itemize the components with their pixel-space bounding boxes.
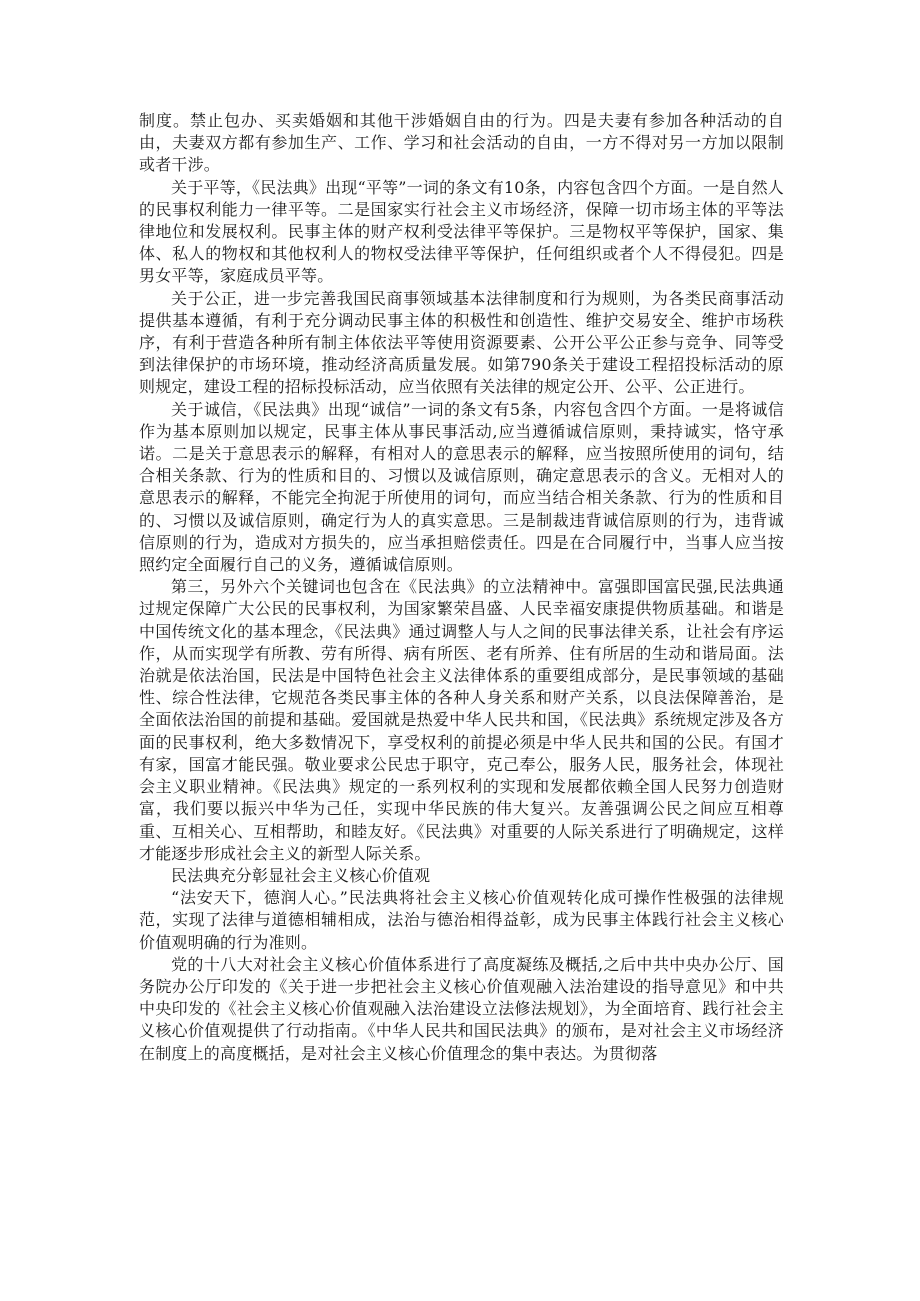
paragraph-integrity: 关于诚信，《民法典》出现“诚信”一词的条文有5条，内容包含四个方面。一是将诚信作为基本原则加以规定，民事主体从事民事活动,应当遵循诚信原则，秉持诚实，恪守承诺。二是关于意思表示的解释，有相对人的意思表示的解释，应当按照所使用的词句，结合相关条款、行为的性质和目的、习惯以及诚信原则，确定意思表示的含义。无相对人的意思表示的解释，不能完全拘泥于所使用的词句，而应当结合相关条款、行为的性质和目的、习惯以及诚信原则，确定行为人的真实意思。三是制裁违背诚信原则的行为，违背诚信原则的行为，造成对方损失的，应当承担赔偿责任。四是在合同履行中，当事人应当按照约定全面履行自己的义务，遵循诚信原则。 (139, 399, 784, 575)
section-heading-core-values: 民法典充分彰显社会主义核心价值观 (171, 865, 431, 885)
paragraph-marriage-freedom: 制度。禁止包办、买卖婚姻和其他干涉婚姻自由的行为。四是夫妻有参加各种活动的自由，夫妻双方都有参加生产、工作、学习和社会活动的自由，一方不得对另一方加以限制或者干涉。 (139, 111, 784, 175)
paragraph-six-keywords: 第三，另外六个关键词也包含在《民法典》的立法精神中。富强即国富民强,民法典通过规定保障广大公民的民事权利，为国家繁荣昌盛、人民幸福安康提供物质基础。和谐是中国传统文化的基本理念，《民法典》通过调整人与人之间的民事法律关系，让社会有序运作，从而实现学有所教、劳有所得、病有所医、老有所养、住有所居的生动和谐局面。法治就是依法治国，民法是中国特色社会主义法律体系的重要组成部分，是民事领域的基础性、综合性法律，它规范各类民事主体的各种人身关系和财产关系，以良法保障善治，是全面依法治国的前提和基础。爱国就是热爱中华人民共和国，《民法典》系统规定涉及各方面的民事权利，绝大多数情况下，享受权利的前提必须是中华人民共和国的公民。有国才有家，国富才能民强。敬业要求公民忠于职守，克己奉公，服务人民，服务社会，体现社会主义职业精神。《民法典》规定的一系列权利的实现和发展都依赖全国人民努力创造财富，我们要以振兴中华为己任，实现中华民族的伟大复兴。友善强调公民之间应互相尊重、互相关心、互相帮助，和睦友好。《民法典》对重要的人际关系进行了明确规定，这样才能逐步形成社会主义的新型人际关系。 (139, 577, 784, 863)
document-page (139, 110, 784, 1065)
paragraph-equality: 关于平等，《民法典》出现“平等”一词的条文有10条，内容包含四个方面。一是自然人的民事权利能力一律平等。二是国家实行社会主义市场经济，保障一切市场主体的平等法律地位和发展权利。民事主体的财产权利受法律平等保护。三是物权平等保护，国家、集体、私人的物权和其他权利人的物权受法律平等保护，任何组织或者个人不得侵犯。四是男女平等，家庭成员平等。 (139, 177, 784, 286)
paragraph-justice: 关于公正，进一步完善我国民商事领域基本法律制度和行为规则，为各类民商事活动提供基本遵循，有利于充分调动民事主体的积极性和创造性、维护交易安全、维护市场秩序，有利于营造各种所有制主体依法平等使用资源要素、公开公平公正参与竞争、同等受到法律保护的市场环境，推动经济高质量发展。如第790条关于建设工程招投标活动的原则规定，建设工程的招标投标活动，应当依照有关法律的规定公开、公平、公正进行。 (139, 288, 784, 397)
paragraph-law-and-virtue: “法安天下，德润人心。”民法典将社会主义核心价值观转化成可操作性极强的法律规范，实现了法律与道德相辅相成，法治与德治相得益彰，成为民事主体践行社会主义核心价值观明确的行为准则。 (139, 888, 784, 952)
paragraph-eighteenth-congress: 党的十八大对社会主义核心价值体系进行了高度凝练及概括,之后中共中央办公厅、国务院办公厅印发的《关于进一步把社会主义核心价值观融入法治建设的指导意见》和中共中央印发的《社会主义核心价值观融入法治建设立法修法规划》，为全面培育、践行社会主义核心价值观提供了行动指南。《中华人民共和国民法典》的颁布，是对社会主义市场经济在制度上的高度概括，是对社会主义核心价值理念的集中表达。为贯彻落 (139, 954, 784, 1063)
